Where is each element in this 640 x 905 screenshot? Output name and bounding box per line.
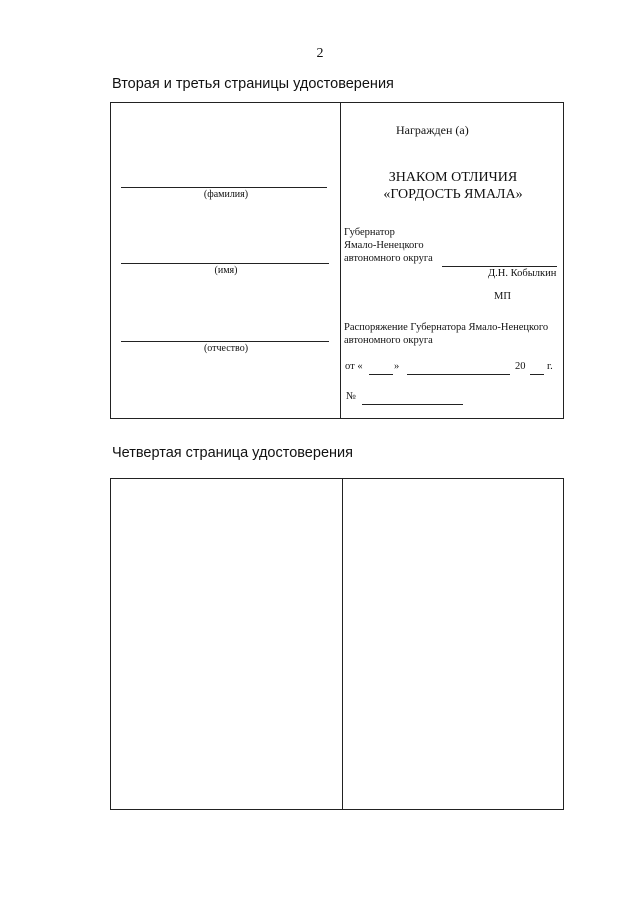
- surname-caption: (фамилия): [203, 189, 249, 200]
- date-quote: »: [394, 361, 400, 372]
- order-line1: Распоряжение Губернатора Ямало-Ненецкого: [344, 322, 549, 333]
- date-month-line: [407, 374, 510, 375]
- date-day-line: [369, 374, 393, 375]
- date-year-suffix: г.: [547, 361, 553, 372]
- seal-mark: МП: [494, 291, 511, 302]
- award-title-line1: ЗНАКОМ ОТЛИЧИЯ: [388, 170, 518, 185]
- order-line2: автономного округа: [344, 335, 433, 346]
- governor-region-line1: Ямало-Ненецкого: [344, 240, 424, 251]
- name-line: [121, 263, 329, 264]
- date-year-line: [530, 374, 544, 375]
- date-year-prefix: 20: [515, 361, 526, 372]
- date-prefix: от «: [345, 361, 363, 372]
- certificate-inner-pages: [110, 102, 564, 419]
- patronymic-line: [121, 341, 329, 342]
- page-number: 2: [316, 46, 324, 61]
- governor-name: Д.Н. Кобылкин: [488, 268, 557, 279]
- section-heading-inner-pages: Вторая и третья страницы удостоверения: [112, 76, 394, 92]
- section-heading-back-page: Четвертая страница удостоверения: [112, 445, 353, 461]
- governor-label: Губернатор: [344, 227, 395, 238]
- surname-line: [121, 187, 327, 188]
- awarded-label: Награжден (а): [396, 123, 469, 137]
- certificate-back-page: [110, 478, 564, 810]
- name-caption: (имя): [214, 265, 238, 276]
- signature-line: [442, 266, 557, 267]
- page-divider: [340, 103, 341, 418]
- page-divider: [342, 479, 343, 809]
- governor-region-line2: автономного округа: [344, 253, 433, 264]
- order-number-line: [362, 404, 463, 405]
- order-number-sign: №: [346, 391, 357, 402]
- award-title-line2: «ГОРДОСТЬ ЯМАЛА»: [383, 187, 523, 202]
- patronymic-caption: (отчество): [203, 343, 249, 354]
